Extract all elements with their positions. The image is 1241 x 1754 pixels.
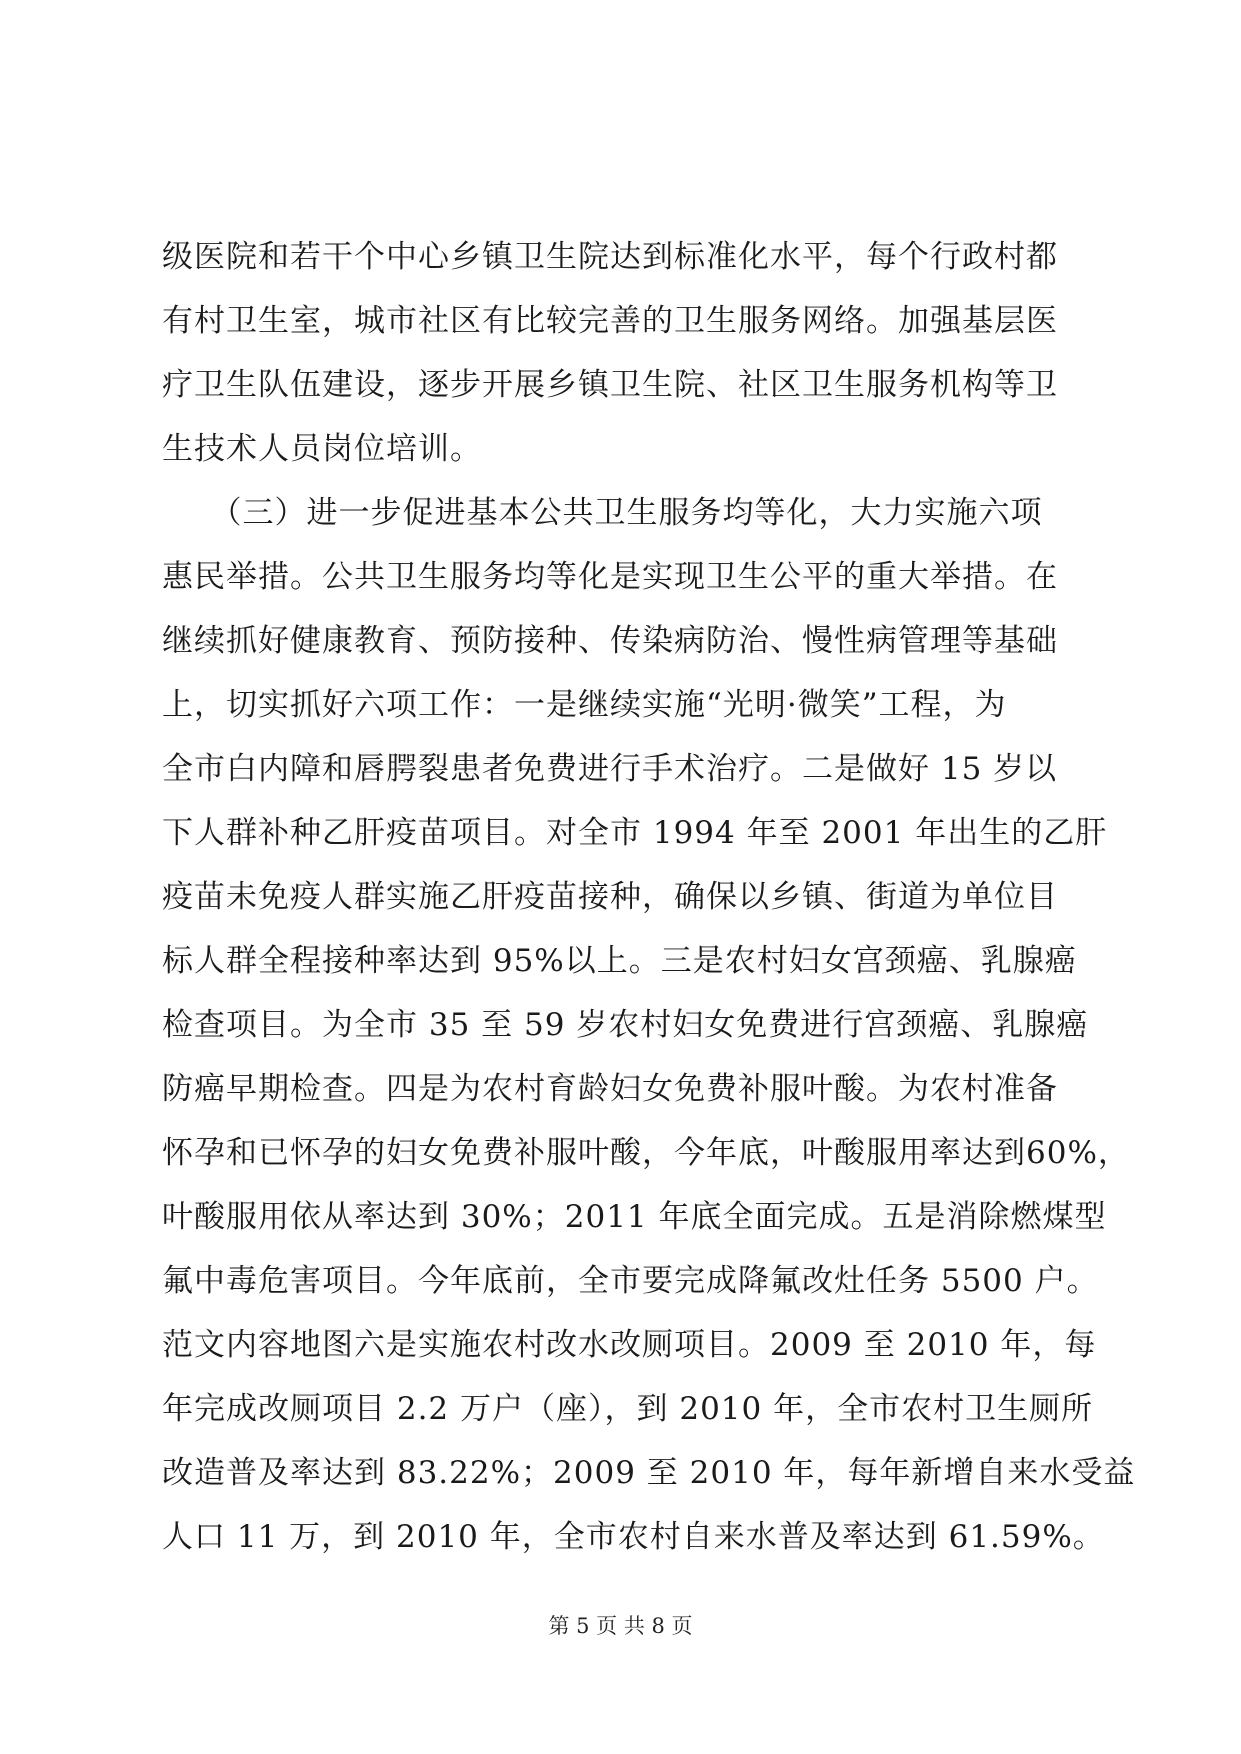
text-line-17: 氟中毒危害项目。今年底前，全市要完成降氟改灶任务 5500 户。 — [162, 1263, 1099, 1299]
text-line-10: 下人群补种乙肝疫苗项目。对全市 1994 年至 2001 年出生的乙肝 — [162, 815, 1108, 851]
text-line-1: 级医院和若干个中心乡镇卫生院达到标准化水平，每个行政村都 — [162, 239, 1058, 275]
text-line-6: 惠民举措。公共卫生服务均等化是实现卫生公平的重大举措。在 — [162, 559, 1058, 595]
text-line-9: 全市白内障和唇腭裂患者免费进行手术治疗。二是做好 15 岁以 — [162, 751, 1058, 787]
text-line-8: 上，切实抓好六项工作：一是继续实施“光明·微笑”工程，为 — [162, 687, 1007, 723]
text-line-21: 人口 11 万，到 2010 年，全市农村自来水普及率达到 61.59%。 — [162, 1519, 1105, 1555]
page-number-footer: 第 5 页 共 8 页 — [548, 1614, 693, 1638]
text-line-18: 范文内容地图六是实施农村改水改厕项目。2009 至 2010 年，每 — [162, 1327, 1097, 1363]
text-line-4: 生技术人员岗位培训。 — [162, 431, 482, 467]
text-line-15: 怀孕和已怀孕的妇女免费补服叶酸，今年底，叶酸服用率达到60%， — [162, 1135, 1130, 1171]
text-line-11: 疫苗未免疫人群实施乙肝疫苗接种，确保以乡镇、街道为单位目 — [162, 879, 1058, 915]
text-line-12: 标人群全程接种率达到 95%以上。三是农村妇女宫颈癌、乳腺癌 — [162, 943, 1077, 979]
text-line-5: （三）进一步促进基本公共卫生服务均等化，大力实施六项 — [162, 495, 1043, 531]
text-line-3: 疗卫生队伍建设，逐步开展乡镇卫生院、社区卫生服务机构等卫 — [162, 367, 1058, 403]
text-line-7: 继续抓好健康教育、预防接种、传染病防治、慢性病管理等基础 — [162, 623, 1058, 659]
text-line-2: 有村卫生室，城市社区有比较完善的卫生服务网络。加强基层医 — [162, 303, 1058, 339]
body-text — [162, 225, 1136, 1569]
text-line-13: 检查项目。为全市 35 至 59 岁农村妇女免费进行宫颈癌、乳腺癌 — [162, 1007, 1089, 1043]
text-line-16: 叶酸服用依从率达到 30%；2011 年底全面完成。五是消除燃煤型 — [162, 1199, 1107, 1235]
text-line-20: 改造普及率达到 83.22%；2009 至 2010 年，每年新增自来水受益 — [162, 1455, 1136, 1491]
text-line-14: 防癌早期检查。四是为农村育龄妇女免费补服叶酸。为农村准备 — [162, 1071, 1058, 1107]
text-line-19: 年完成改厕项目 2.2 万户（座），到 2010 年，全市农村卫生厕所 — [162, 1391, 1094, 1427]
